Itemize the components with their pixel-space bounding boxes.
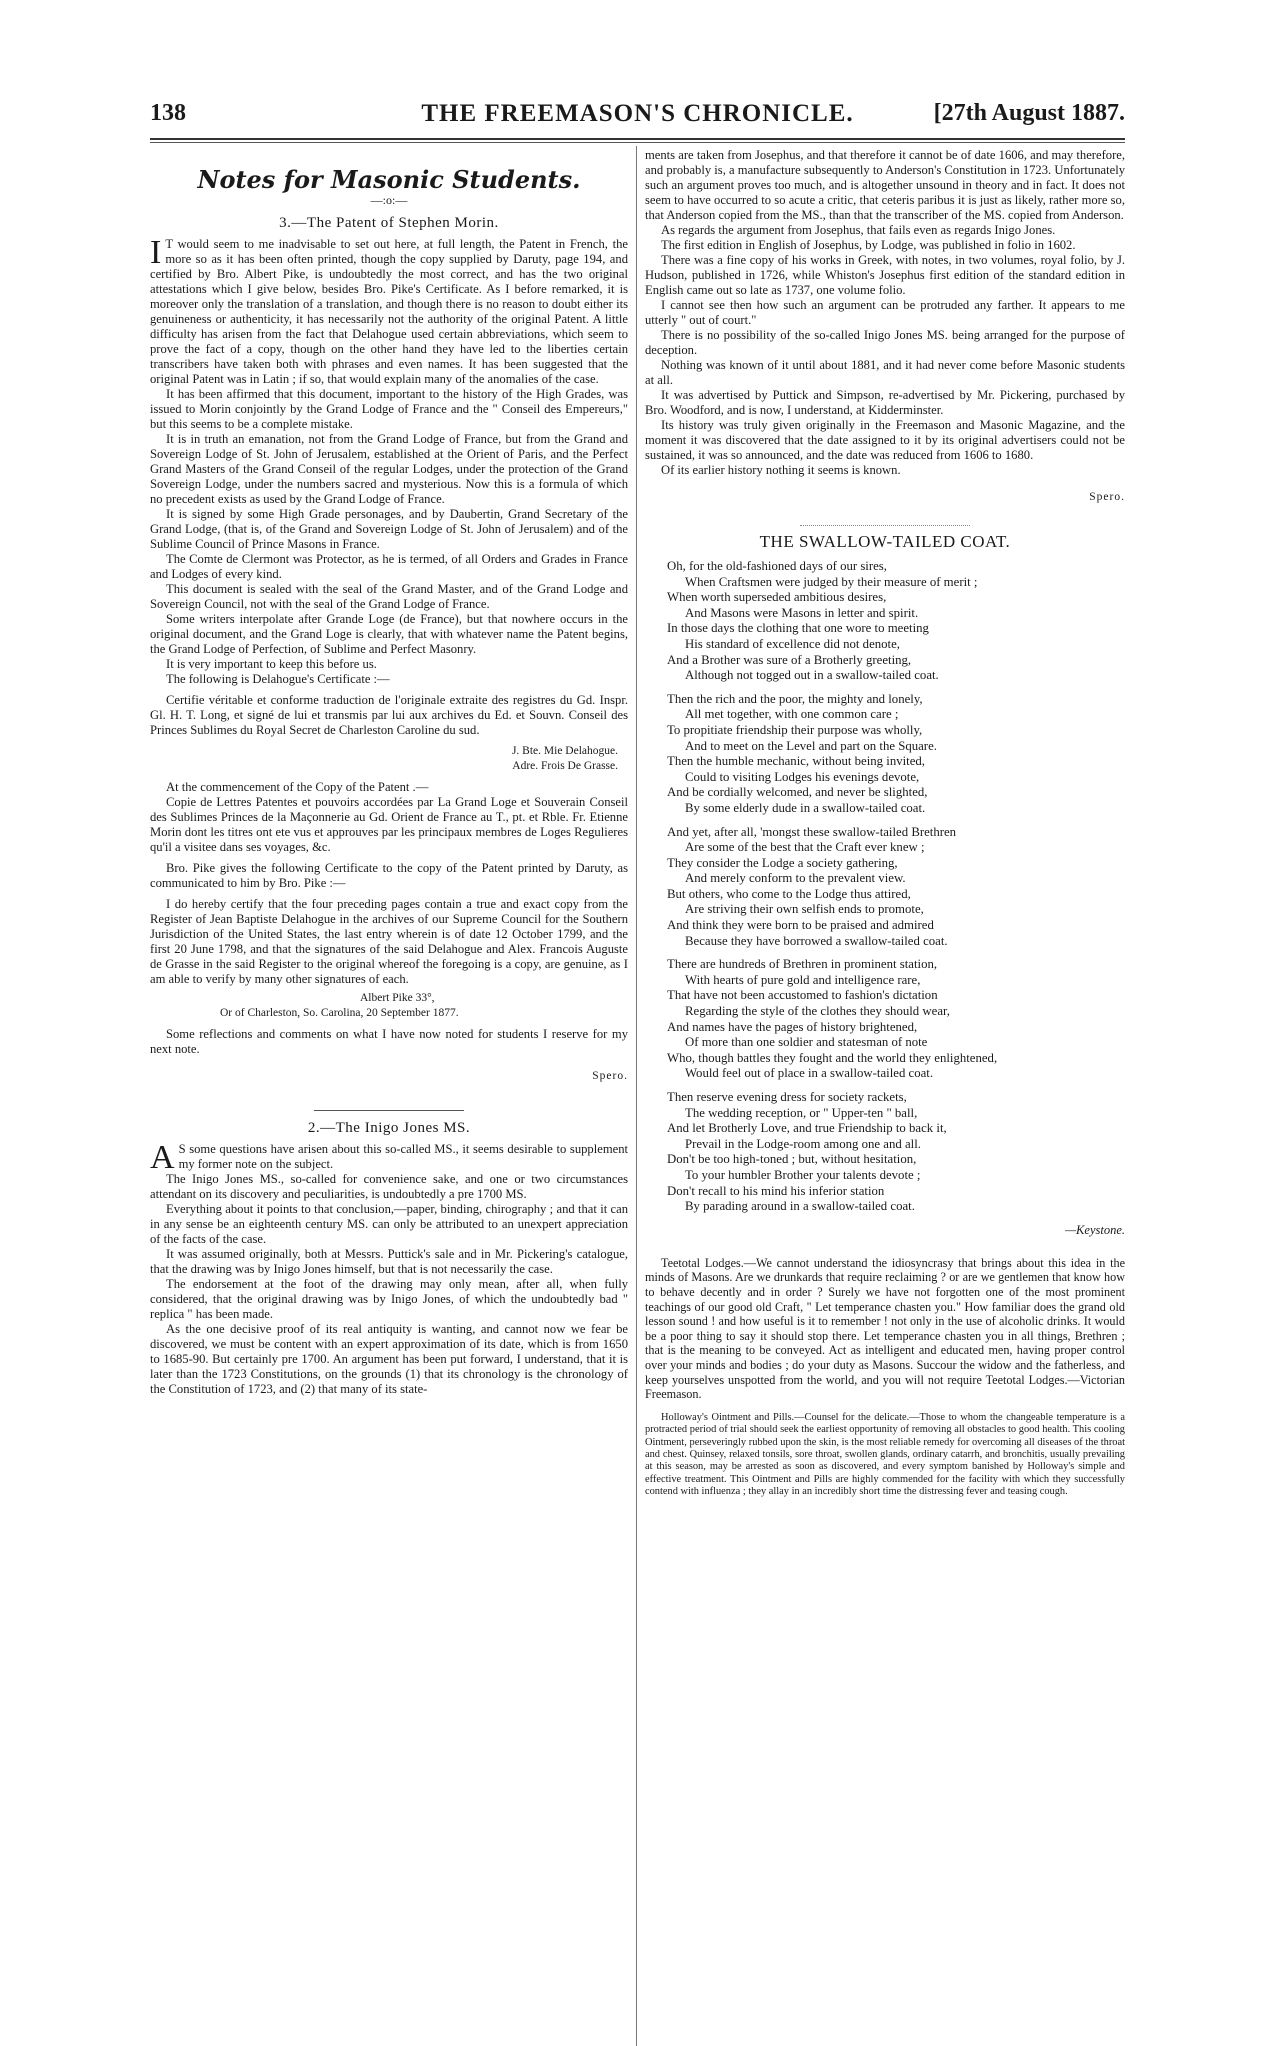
author-signature: Spero. <box>1089 491 1125 503</box>
poem-line: All met together, with one common care ; <box>685 707 899 722</box>
article-paragraph: The Comte de Clermont was Protector, as he is termed, of all Orders and Grades in France and Lodges of every kind. <box>150 552 628 581</box>
poem-line: With hearts of pure gold and intelligence rare, <box>685 972 921 987</box>
section-title: Notes for Masonic Students. <box>197 165 581 194</box>
teetotal-paragraph: Teetotal Lodges.—We cannot understand the idiosyncrasy that brings about this idea in the minds of Masons. Are we drunkards that require reclaiming ? or are we gentlemen that know how to behave decently and in order ? Surely we have not forgotten one of the most prominent teachings of our good old Craft, " Let temperance chasten you." How familiar does the grand old lesson sound ! and how useful is it to remember ! not only in the use of alcoholic drinks. It would be a poor thing to say it should stop there. Let temperance chasten you in all things, Brethren ; that is the meaning to be conveyed. Act as intelligent and educated men, having proper control over your minds and bodies ; do your duty as Masons. Succour the widow and the fatherless, and keep yourselves unspotted from the world, and you will not require Teetotal Lodges.—Victorian Freemason. <box>645 1255 1125 1402</box>
article-paragraph: It was advertised by Puttick and Simpson, re-advertised by Mr. Pickering, purchased by Bro. Woodford, and is now, I understand, at Kidderminster. <box>645 388 1125 417</box>
poem-line: There are hundreds of Brethren in prominent station, <box>667 957 938 972</box>
page-number: 138 <box>150 100 186 126</box>
article-paragraph: It is signed by some High Grade personages, and by Daubertin, Grand Secretary of the Grand Lodge, (that is, of the Grand and Sovereign Lodge of St. John of Jerusalem) and of the Sublime Council of Prince Masons in France. <box>150 507 628 551</box>
section-separator <box>314 1110 464 1111</box>
poem-line: By some elderly dude in a swallow-tailed coat. <box>685 800 926 815</box>
advertisement-holloway: Holloway's Ointment and Pills.—Counsel for the delicate.—Those to whom the changeable temperature is a protracted period of trial should seek the earliest opportunity of removing all obstacles to good health. This cooling Ointment, perseveringly rubbed upon the skin, is the most reliable remedy for overcoming all diseases of the throat and chest. Quinsey, relaxed tonsils, sore throat, swollen glands, ordinary catarrh, and bronchitis, usually prevailing at this season, may be arrested as soon as discovered, and every symptom banished by Holloway's simple and effective treatment. This Ointment and Pills are highly commended for the facility with which they successfully contend with influenza ; they allay in an incredibly short time the distressing fever and teasing cough. <box>645 1411 1125 1498</box>
article-paragraph: Its history was truly given originally in the Freemason and Masonic Magazine, and the moment it was discovered that the date assigned to it by its original advertisers could not be sustained, it was so announced, and the date was reduced from 1606 to 1680. <box>645 418 1125 462</box>
signature-pike-place: Or of Charleston, So. Carolina, 20 September 1877. <box>220 1007 459 1019</box>
column-divider <box>636 146 637 2046</box>
article-paragraph: Some reflections and comments on what I have now noted for students I reserve for my next note. <box>150 1027 628 1056</box>
publication-title: THE FREEMASON'S CHRONICLE. <box>421 100 854 127</box>
poem-line: Then reserve evening dress for society rackets, <box>667 1090 907 1104</box>
poem-line: But others, who come to the Lodge thus attired, <box>667 886 911 901</box>
poem-line: By parading around in a swallow-tailed coat. <box>685 1199 915 1214</box>
poem-line: Are some of the best that the Craft ever knew ; <box>685 840 925 855</box>
poem-line: Because they have borrowed a swallow-tailed coat. <box>685 933 948 948</box>
author-signature: Spero. <box>592 1070 628 1082</box>
poem-body <box>645 559 1125 1215</box>
article-paragraph: It was assumed originally, both at Messrs. Puttick's sale and in Mr. Pickering's catalogue, that the drawing was by Inigo Jones himself, but that is not necessarily the case. <box>150 1247 628 1276</box>
article-paragraph: It is in truth an emanation, not from the Grand Lodge of France, but from the Grand and Sovereign Lodge of St. John of Jerusalem, established at the Orient of Paris, and the Perfect Grand Masters of the Grand Conseil of the regular Lodges, under the protection of the Grand Sovereign Lodge, under the numbers sacred and mysterious. Now this is a formula of which no precedent exists as used by the Grand Lodge of France. <box>150 432 628 506</box>
poem-line: Although not togged out in a swallow-tailed coat. <box>685 668 939 683</box>
poem-line: To propitiate friendship their purpose was wholly, <box>667 722 923 737</box>
poem-source: —Keystone. <box>1064 1222 1125 1237</box>
article-paragraph: There is no possibility of the so-called Inigo Jones MS. being arranged for the purpose of deception. <box>645 328 1125 357</box>
article-paragraph: The first edition in English of Josephus, by Lodge, was published in folio in 1602. <box>661 238 1076 252</box>
article-paragraph: This document is sealed with the seal of the Grand Master, and of the Grand Lodge and Sovereign Council, not with the seal of the Grand Lodge of France. <box>150 582 628 611</box>
ornament-divider: —:o:— <box>370 193 408 207</box>
header-rule <box>150 138 1125 140</box>
poem-line: And to meet on the Level and part on the Square. <box>685 738 937 753</box>
article-heading-inigo: 2.—The Inigo Jones MS. <box>307 1120 471 1136</box>
poem-line: And yet, after all, 'mongst these swallow-tailed Brethren <box>667 824 957 839</box>
article-paragraph: It has been affirmed that this document, important to the history of the High Grades, was issued to Morin conjointly by the Grand Lodge of France and the " Conseil des Empereurs," but this seems to be a complete mistake. <box>150 387 628 431</box>
article-paragraph: I cannot see then how such an argument can be protruded any farther. It appears to me utterly " out of court." <box>645 298 1125 327</box>
poem-line: Of more than one soldier and statesman of note <box>685 1035 928 1050</box>
poem-stanza <box>667 957 1125 1082</box>
article-paragraph: I do hereby certify that the four preceding pages contain a true and exact copy from the Register of Jean Baptiste Delahogue in the archives of our Supreme Council for the Southern Jurisdiction of the United States, the last entry wherein is of date 12 October 1799, and the first 20 June 1798, and that the signatures of the said Delahogue and Alex. Francois Auguste de Grasse in the said Register to the original whereof the foregoing is a copy, are genuine, as I am able to verify by many other signatures of each. <box>150 897 628 986</box>
poem-line: Who, though battles they fought and the world they enlightened, <box>667 1050 998 1065</box>
poem-line: Could to visiting Lodges his evenings devote, <box>685 769 920 784</box>
poem-line: Then the humble mechanic, without being invited, <box>667 754 926 769</box>
poem-line: And Masons were Masons in letter and spirit. <box>685 605 919 620</box>
article-heading-patent: 3.—The Patent of Stephen Morin. <box>279 215 499 231</box>
article-paragraph: ments are taken from Josephus, and that therefore it cannot be of date 1606, and may therefore, and probably is, a manufacture subsequently to Anderson's Constitution in 1723. Unfortunately such an argument proves too much, and is altogether unsound in theory and in fact. It does not seem to have occurred to so acute a critic, that ceteris paribus it is just as likely, rather more so, that Anderson copied from the MS., than that the transcriber of the MS. copied from Anderson. <box>645 148 1125 222</box>
article-paragraph: As the one decisive proof of its real antiquity is wanting, and cannot now we fear be discovered, we must be content with an expert approximation of its date, which is from 1650 to 1685-90. But certainly pre 1700. An argument has been put forward, I understand, that it is later than the 1723 Constitutions, on the grounds (1) that its chronology is the chronology of the Constitution of 1723, and (2) that many of its state- <box>150 1322 628 1396</box>
poem-line: And let Brotherly Love, and true Friendship to back it, <box>667 1121 947 1136</box>
article-paragraph: The following is Delahogue's Certificate :— <box>166 672 390 686</box>
section-separator <box>800 525 970 526</box>
article-paragraph: Nothing was known of it until about 1881, and it had never come before Masonic students at all. <box>645 358 1125 387</box>
issue-date: [27th August 1887. <box>933 100 1125 126</box>
poem-line: And names have the pages of history brightened, <box>667 1019 918 1034</box>
article-paragraph: Everything about it points to that conclusion,—paper, binding, chirography ; and that it can in any sense be an eighteenth century MS. can only be attributed to an unexpert appreciation of the facts of the case. <box>150 1202 628 1246</box>
poem-stanza <box>667 559 1125 684</box>
poem-line: Would feel out of place in a swallow-tailed coat. <box>685 1066 934 1081</box>
poem-line: And a Brother was sure of a Brotherly greeting, <box>667 652 912 667</box>
drop-cap: I <box>150 234 162 271</box>
left-column <box>150 148 628 1397</box>
drop-cap: A <box>150 1139 175 1176</box>
article-paragraph: The endorsement at the foot of the drawing may only mean, after all, when fully considered, that the original drawing was by Inigo Jones, of which the undoubtedly bad " replica " has been made. <box>150 1277 628 1321</box>
poem-stanza <box>667 1090 1125 1215</box>
poem-line: That have not been accustomed to fashion's dictation <box>667 988 938 1003</box>
signature-grasse: Adre. Frois De Grasse. <box>512 760 618 772</box>
article-paragraph: A S some questions have arisen about this so-called MS., it seems desirable to supplement my former note on the subject. <box>150 1139 628 1176</box>
page-header <box>150 100 1125 134</box>
poem-line: When Craftsmen were judged by their measure of merit ; <box>685 574 978 589</box>
poem-line: Are striving their own selfish ends to promote, <box>685 902 924 917</box>
poem-line: When worth superseded ambitious desires, <box>667 590 887 605</box>
article-paragraph: Some writers interpolate after Grande Loge (de France), but that nowhere occurs in the original document, and the Grand Loge is clearly, that with whatever name the Patent begins, the Grand Lodge of Perfection, of Sublime and Perfect Masonry. <box>150 612 628 656</box>
poem-line: Then the rich and the poor, the mighty and lonely, <box>667 691 923 706</box>
poem-line: Regarding the style of the clothes they should wear, <box>685 1004 950 1019</box>
article-paragraph: I T would seem to me inadvisable to set out here, at full length, the Patent in French, the more so as it has been often printed, though the copy supplied by Daruty, page 194, and certified by Bro. Albert Pike, is undoubtedly the most correct, and has the two original attestations which I give below, besides Bro. Pike's Certificate. As I before remarked, it is moreover only the translation of a translation, and though there is no reason to doubt either its genuineness or authenticity, it has necessarily not the authority of the original Patent. A little difficulty has arisen from the fact that Delahogue used certain abbreviations, which seem to prove the fact of a copy, though on the other hand they have led to the liberties certain transcribers have taken both with phrases and even names. It has been suggested that the original Patent was in Latin ; if so, that would explain many of the anomalies of the case. <box>150 234 628 386</box>
poem-line: Don't be too high-toned ; but, without hesitation, <box>667 1152 917 1167</box>
poem-line: In those days the clothing that one wore to meeting <box>667 621 929 636</box>
poem-title: THE SWALLOW-TAILED COAT. <box>759 532 1011 551</box>
article-paragraph: As regards the argument from Josephus, that fails even as regards Inigo Jones. <box>661 223 1056 237</box>
header-rule-thin <box>150 142 1125 143</box>
poem-line: To your humbler Brother your talents devote ; <box>685 1167 921 1182</box>
poem-line: And think they were born to be praised and admired <box>667 918 934 933</box>
poem-line: Oh, for the old-fashioned days of our sires, <box>667 559 887 573</box>
article-paragraph: Of its earlier history nothing it seems is known. <box>661 463 901 477</box>
right-column <box>645 148 1125 1499</box>
poem-stanza <box>667 825 1125 950</box>
article-paragraph: Certifie véritable et conforme traduction de l'originale extraite des registres du Gd. Inspr. Gl. H. T. Long, et signé de lui et transmis par lui aux archives du Ed. et Souvn. Conseil des Princes Sublimes du Royal Secret de Charleston Caroline du sud. <box>150 693 628 737</box>
poem-stanza <box>667 692 1125 817</box>
article-paragraph: It is very important to keep this before us. <box>166 657 377 671</box>
poem-line: And merely conform to the prevalent view. <box>685 871 906 886</box>
article-paragraph: There was a fine copy of his works in Greek, with notes, in two volumes, royal folio, by J. Hudson, published in 1726, while Whiston's Josephus first edition of the standard edition in English came out so late as 1737, one volume folio. <box>645 253 1125 297</box>
poem-line: And be cordially welcomed, and never be slighted, <box>667 785 928 800</box>
article-paragraph: Bro. Pike gives the following Certificate to the copy of the Patent printed by Daruty, as communicated to him by Bro. Pike :— <box>150 861 628 890</box>
poem-line: The wedding reception, or " Upper-ten " ball, <box>685 1105 918 1120</box>
poem-line: Prevail in the Lodge-room among one and all. <box>685 1136 921 1151</box>
poem-line: His standard of excellence did not denote, <box>685 636 900 651</box>
signature-pike: Albert Pike 33°, <box>360 992 435 1004</box>
article-paragraph: The Inigo Jones MS., so-called for convenience sake, and one or two circumstances attendant on its discovery and peculiarities, is undoubtedly a pre 1700 MS. <box>150 1172 628 1201</box>
article-paragraph: At the commencement of the Copy of the Patent .— <box>166 780 429 794</box>
signature-delahogue: J. Bte. Mie Delahogue. <box>511 745 618 757</box>
poem-line: They consider the Lodge a society gathering, <box>667 855 898 870</box>
article-paragraph: Copie de Lettres Patentes et pouvoirs accordées par La Grand Loge et Souverain Conseil des Sublimes Princes de la Maçonnerie au Gd. Orient de France au T., pt. et Rble. Fr. Etienne Morin dont les titres ont ete vus et approuves par les principaux membres de Loges Regulieres qu'il a visitee dans ses voyages, &c. <box>150 795 628 854</box>
poem-line: Don't recall to his mind his inferior station <box>667 1183 885 1198</box>
